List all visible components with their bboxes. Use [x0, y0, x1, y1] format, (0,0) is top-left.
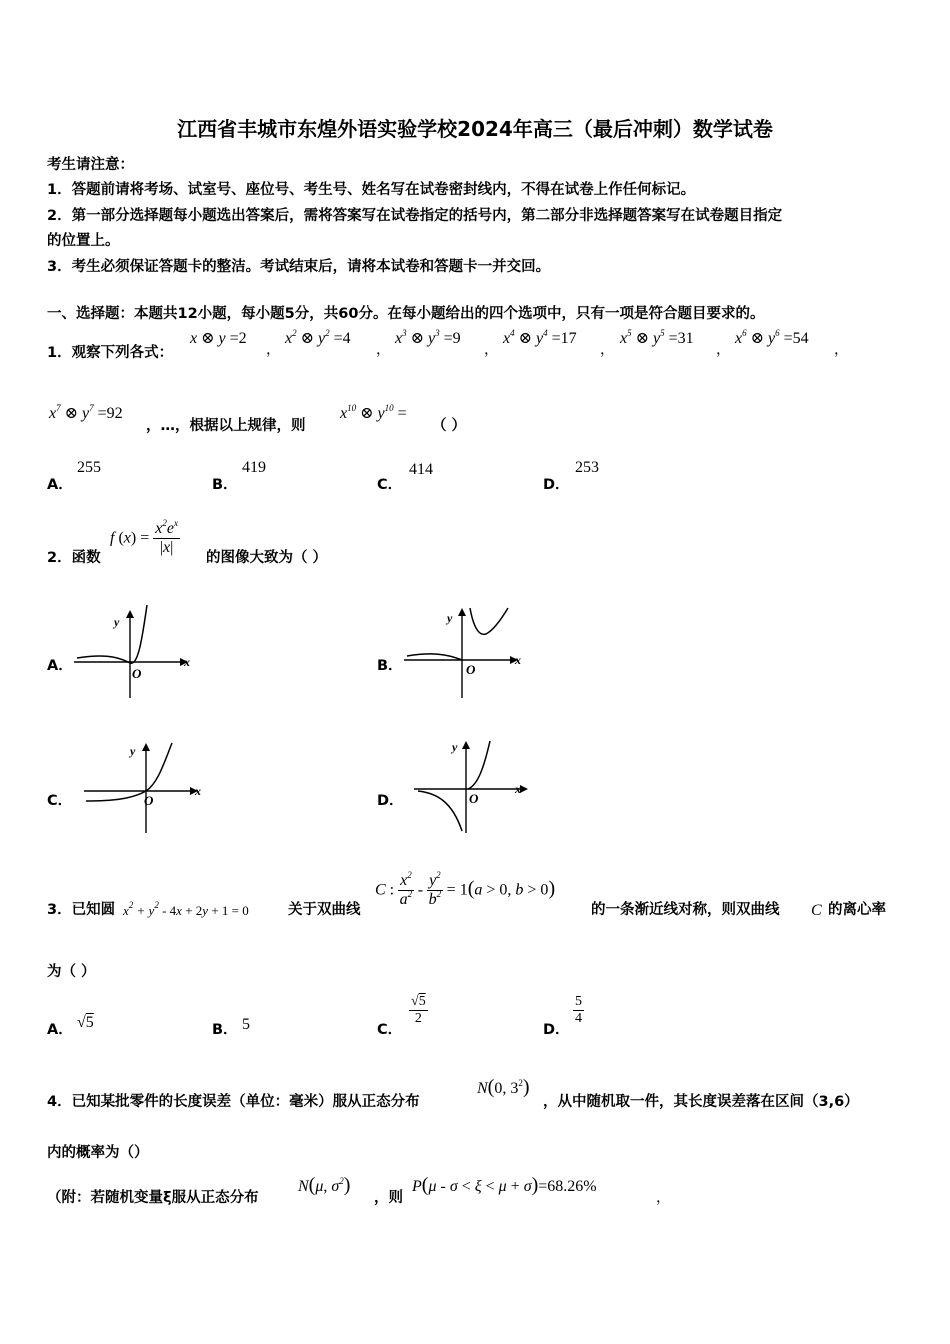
- q2-graph-d: [412, 735, 542, 835]
- q1-option-a[interactable]: A．: [47, 477, 73, 493]
- svg-text:y: y: [130, 744, 136, 758]
- q3-option-d[interactable]: D．: [543, 1022, 570, 1038]
- svg-text:y: y: [452, 740, 458, 754]
- notice-item-1: 1．答题前请将考场、试室号、座位号、考生号、姓名写在试卷密封线内，不得在试卷上作任何标记。: [47, 182, 696, 198]
- notice-item-2: 2．第一部分选择题每小题选出答案后，需将答案写在试卷指定的括号内，第二部分非选择题答案写在试卷题目指定: [47, 208, 783, 224]
- q4-suffix: ，从中随机取一件，其长度误差落在区间（3,6）: [543, 1094, 859, 1110]
- svg-text:O: O: [144, 793, 154, 808]
- q1-option-b[interactable]: B．: [212, 477, 238, 493]
- svg-text:y: y: [447, 611, 453, 625]
- q3-mid: 关于双曲线: [288, 902, 361, 918]
- q4-prefix: 4．已知某批零件的长度误差（单位：毫米）服从正态分布: [47, 1094, 420, 1110]
- q1-option-d[interactable]: D．: [543, 477, 570, 493]
- svg-text:x: x: [515, 782, 521, 796]
- q1-expr-4: $x^4$ ⊗ $y^4 =17$: [503, 328, 577, 347]
- q1-value-b: 419: [242, 459, 266, 476]
- q3-end: 的离心率: [828, 902, 886, 918]
- q4-line2: 内的概率为（）: [47, 1145, 149, 1161]
- q3-hyperbola: C : $\frac{x^2}{a^2}$ - $\frac{y^2}{b^2}$ = 1(a > 0, b > 0): [375, 870, 556, 909]
- notice-item-2-cont: 的位置上。: [47, 233, 120, 249]
- section-heading: 一、选择题：本题共12小题，每小题5分，共60分。在每小题给出的四个选项中，只有一项是符合题目要求的。: [47, 306, 765, 322]
- q1-expr-1: x ⊗ y =2: [190, 330, 247, 347]
- q1-expr-6: $x^6$ ⊗ $y^6 =54$: [735, 328, 809, 347]
- svg-text:x: x: [195, 784, 201, 798]
- q1-paren: （ ）: [432, 418, 467, 434]
- svg-text:y: y: [114, 615, 120, 629]
- q2-graph-c: [82, 735, 212, 835]
- q3-value-d: $\frac{5}{4}$: [575, 994, 582, 1027]
- q2-graph-a: [72, 600, 202, 700]
- q1-prefix: 1．观察下列各式：: [47, 345, 174, 361]
- q4-normal: N(0, $3^2$): [477, 1076, 530, 1098]
- q1-expr-7: $x^7$ ⊗ $y^7 =92$: [49, 403, 123, 422]
- q2-prefix: 2．函数: [47, 550, 101, 566]
- q3-value-b: 5: [242, 1016, 250, 1033]
- svg-text:O: O: [469, 791, 479, 806]
- notice-item-3: 3．考生必须保证答题卡的整洁。考试结束后，请将本试卷和答题卡一并交回。: [47, 259, 551, 275]
- q4-note-dist: N(μ, $\sigma^2$): [298, 1174, 351, 1196]
- q1-value-c: 414: [409, 461, 433, 478]
- q3-line2: 为（ ）: [47, 964, 96, 980]
- q2-option-d[interactable]: D．: [377, 793, 404, 809]
- q3-circle-eq: $x^2 + y^2 - 4x + 2y + 1 = 0$: [123, 900, 249, 918]
- q3-prefix: 3．已知圆: [47, 902, 116, 918]
- q4-note-prefix: （附：若随机变量ξ服从正态分布: [47, 1190, 259, 1206]
- q4-note-mid: ，则: [374, 1190, 403, 1206]
- q1-option-c[interactable]: C．: [377, 477, 403, 493]
- q3-value-c: $\frac{√5}{2}$: [411, 994, 426, 1027]
- q1-value-a: 255: [77, 459, 101, 476]
- q2-option-b[interactable]: B．: [377, 658, 403, 674]
- q2-option-c[interactable]: C．: [47, 793, 73, 809]
- q3-c-symbol: C: [811, 902, 822, 919]
- svg-text:O: O: [466, 662, 476, 677]
- svg-text:x: x: [515, 653, 521, 667]
- svg-text:O: O: [132, 666, 142, 681]
- q1-expr-5: $x^5$ ⊗ $y^5 =31$: [620, 328, 694, 347]
- svg-text:x: x: [184, 655, 190, 669]
- q4-note-prob: P(μ - σ < ξ < μ + σ)=68.26%: [412, 1174, 597, 1196]
- q2-function: f (x) = $\frac{x^2e^x}{|x|}$: [110, 518, 178, 557]
- notice-heading: 考生请注意：: [47, 157, 134, 173]
- q2-graph-b: [402, 600, 532, 700]
- q3-suffix: 的一条渐近线对称，则双曲线: [591, 902, 780, 918]
- page-title: 江西省丰城市东煌外语实验学校2024年高三（最后冲刺）数学试卷: [177, 117, 773, 141]
- q1-tail: ，…，根据以上规律，则: [146, 418, 306, 434]
- q1-expr-2: $x^2$ ⊗ $y^2 =4$: [285, 328, 351, 347]
- q4-note-end: ，: [656, 1190, 671, 1206]
- q2-suffix: 的图像大致为（ ）: [206, 550, 328, 566]
- q3-value-a: √5: [77, 1014, 94, 1031]
- q3-option-b[interactable]: B．: [212, 1022, 238, 1038]
- q1-expr-3: $x^3$ ⊗ $y^3 =9$: [395, 328, 461, 347]
- q2-option-a[interactable]: A．: [47, 658, 73, 674]
- q1-value-d: 253: [575, 459, 599, 476]
- q3-option-a[interactable]: A．: [47, 1022, 73, 1038]
- q3-option-c[interactable]: C．: [377, 1022, 403, 1038]
- q1-expr-target: $x^{10}$ ⊗ $y^{10}$ =: [340, 403, 407, 422]
